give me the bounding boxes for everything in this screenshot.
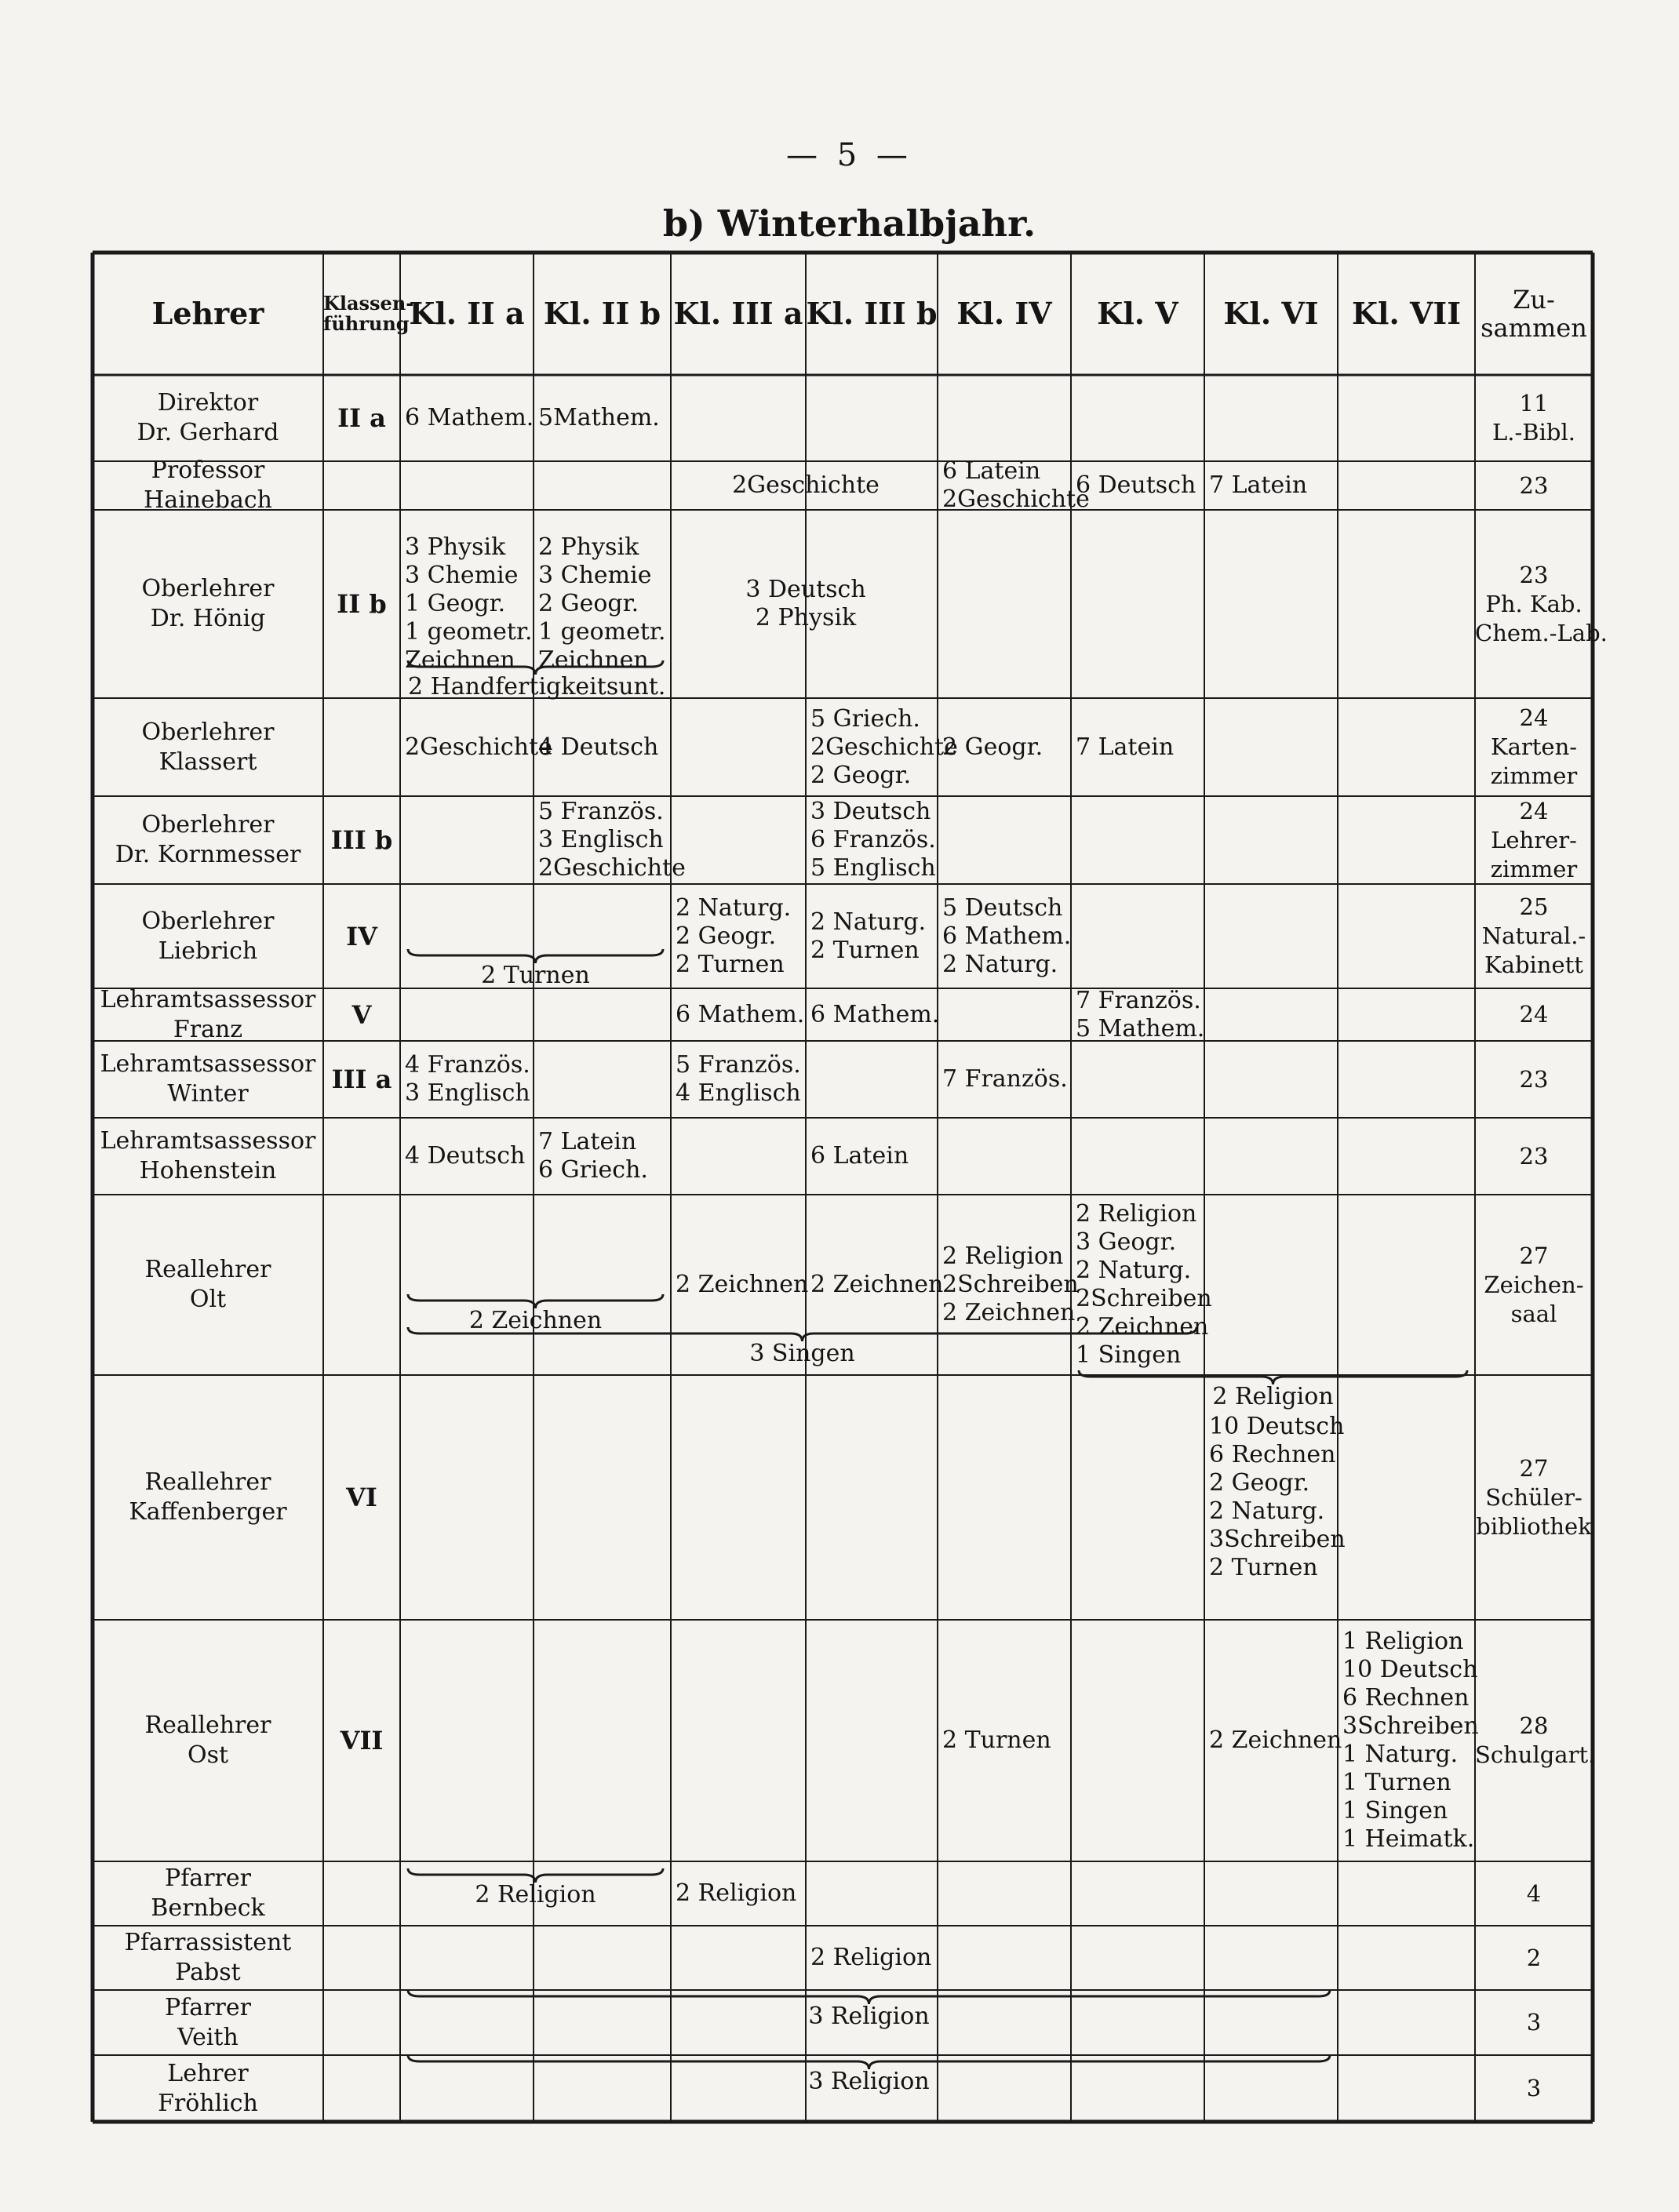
teacher-name: Oberlehrer Klassert [141, 718, 275, 776]
subject-entry: 6 Mathem. [676, 1000, 805, 1028]
teacher-name: Professor Hainebach [144, 457, 272, 514]
row-total: 23 [1519, 1065, 1549, 1093]
teacher-name: Direktor Dr. Gerhard [137, 389, 279, 446]
subject-entry: 2 Geogr. [942, 733, 1043, 761]
class-lead [323, 1118, 400, 1195]
subject-entry: 4 Französ. 3 Englisch [405, 1051, 530, 1107]
teacher-name: Pfarrassistent Pabst [124, 1929, 292, 1986]
class-lead: II b [337, 589, 387, 619]
teacher-name: Lehrer Fröhlich [158, 2059, 258, 2117]
header-column: Kl. VI [1223, 296, 1319, 331]
subject-entry: 10 Deutsch 6 Rechnen 2 Geogr. 2 Naturg. 3Schreiben 2 Turnen [1209, 1413, 1346, 1581]
brace-label-religion-froehlich: 3 Religion [808, 2068, 930, 2095]
subject-entry: 7 Latein [1209, 471, 1308, 499]
brace-label-handwork: 2 Handfertigkeitsunt. [408, 673, 666, 700]
subject-entry: 6 Latein 2Geschichte [942, 457, 1090, 513]
brace-label-religion: 2 Religion [1212, 1383, 1334, 1410]
class-lead: IV [346, 921, 377, 951]
header-column: Kl. V [1097, 296, 1178, 331]
row-total: 28 Schulgart. [1475, 1712, 1596, 1768]
teacher-name: Reallehrer Ost [144, 1712, 271, 1769]
teacher-name: Lehramtsassessor Hohenstein [100, 1127, 316, 1184]
subject-entry: 6 Latein [810, 1142, 909, 1170]
teacher-name: Oberlehrer Dr. Hönig [141, 575, 275, 632]
brace-label-zeichnen: 2 Zeichnen [468, 1307, 603, 1334]
row-total: 27 Zeichen- saal [1484, 1242, 1584, 1327]
subject-entry: 4 Deutsch [538, 733, 659, 761]
subject-entry: 3 Deutsch 6 Französ. 5 Englisch [810, 798, 936, 882]
subject-entry: 2Geschichte [405, 733, 552, 761]
subject-entry: 2Geschichte [732, 471, 880, 499]
subject-entry: 2 Religion 3 Geogr. 2 Naturg. 2Schreiben 2 Zeichnen 1 Singen [1076, 1200, 1212, 1369]
subject-entry: 5 Griech. 2Geschichte 2 Geogr. [810, 704, 958, 789]
teacher-name: Pfarrer Veith [165, 1993, 251, 2051]
class-lead: VI [346, 1483, 377, 1512]
row-total: 11 L.-Bibl. [1492, 390, 1575, 446]
class-lead: III b [330, 825, 393, 855]
row-total: 25 Natural.- Kabinett [1481, 893, 1586, 978]
row-total: 3 [1526, 2075, 1542, 2101]
row-total: 24 Lehrer- zimmer [1490, 797, 1578, 882]
class-lead [323, 1926, 400, 1990]
subject-entry: 6 Deutsch [1076, 471, 1196, 499]
subject-entry: 1 Religion 10 Deutsch 6 Rechnen 3Schreiben 1 Naturg. 1 Turnen 1 Singen 1 Heimatk. [1342, 1628, 1479, 1853]
row-total: 27 Schüler- bibliothek [1476, 1454, 1592, 1540]
header-column: Kl. II a [409, 296, 525, 331]
brace-label-religion-veith: 3 Religion [808, 2003, 930, 2030]
subject-entry: 5 Deutsch 6 Mathem. 2 Naturg. [942, 893, 1072, 978]
header-column: Kl. III a [673, 296, 803, 331]
header-column: Kl. III b [806, 296, 938, 331]
subject-entry: 7 Französ. [942, 1065, 1068, 1093]
page-number: — 5 — [786, 137, 912, 173]
class-lead [323, 698, 400, 796]
row-total: 2 [1526, 1944, 1542, 1971]
brace-label-singen: 3 Singen [749, 1340, 855, 1367]
class-lead [323, 1990, 400, 2055]
subject-entry: 7 Latein 6 Griech. [538, 1128, 648, 1184]
subject-entry: 5Mathem. [538, 404, 660, 431]
subject-entry: 3 Deutsch 2 Physik [745, 576, 866, 631]
section-title: b) Winterhalbjahr. [662, 202, 1036, 245]
subject-entry: 2 Turnen [942, 1726, 1051, 1754]
row-total: 24 [1519, 1001, 1549, 1028]
class-lead: VII [340, 1726, 384, 1755]
subject-entry: 6 Mathem. [405, 404, 534, 431]
header-total: Zu- sammen [1481, 285, 1587, 343]
header-teacher: Lehrer [151, 296, 264, 331]
teacher-name: Reallehrer Olt [144, 1256, 271, 1313]
class-lead [323, 2055, 400, 2122]
row-total: 23 [1519, 1142, 1549, 1170]
class-lead [323, 1861, 400, 1926]
teacher-name: Pfarrer Bernbeck [151, 1865, 265, 1922]
subject-entry: 4 Deutsch [405, 1142, 526, 1170]
header-class-lead: Klassen- führung [323, 292, 414, 335]
header-column: Kl. VII [1352, 296, 1461, 331]
subject-entry: 2 Religion 2Schreiben 2 Zeichnen [942, 1242, 1079, 1326]
brace-label-religion-bernbeck: 2 Religion [475, 1881, 596, 1908]
row-total: 4 [1526, 1879, 1542, 1907]
subject-entry: 5 Französ. 4 Englisch [676, 1051, 801, 1107]
teacher-name: Lehramtsassessor Franz [100, 985, 316, 1043]
subject-entry: 2 Religion [810, 1944, 932, 1971]
subject-entry: 2 Physik 3 Chemie 2 Geogr. 1 geometr. Zeichnen [538, 533, 666, 674]
class-lead: V [351, 999, 372, 1030]
subject-entry: 5 Französ. 3 Englisch 2Geschichte [538, 798, 686, 882]
subject-entry: 2 Zeichnen [676, 1271, 809, 1298]
class-lead: III a [331, 1064, 392, 1094]
subject-entry: 6 Mathem. [810, 1000, 940, 1028]
subject-entry: 7 Latein [1076, 733, 1175, 761]
class-lead: II a [337, 403, 386, 433]
subject-entry: 3 Physik 3 Chemie 1 Geogr. 1 geometr. Zeichnen [405, 533, 533, 674]
class-lead [323, 1195, 400, 1375]
subject-entry: 2 Naturg. 2 Turnen [810, 908, 927, 964]
teacher-name: Reallehrer Kaffenberger [129, 1468, 287, 1526]
subject-entry: 2 Religion [676, 1879, 797, 1907]
row-total: 3 [1526, 2009, 1542, 2036]
subject-entry: 7 Französ. 5 Mathem. [1076, 986, 1205, 1042]
subject-entry: 2 Naturg. 2 Geogr. 2 Turnen [676, 893, 792, 978]
class-lead [323, 461, 400, 510]
header-column: Kl. II b [543, 296, 661, 331]
teacher-name: Lehramtsassessor Winter [100, 1050, 316, 1108]
subject-entry: 2 Zeichnen [810, 1271, 944, 1298]
teacher-name: Oberlehrer Liebrich [141, 907, 275, 965]
row-total: 23 Ph. Kab. Chem.-Lab. [1475, 561, 1608, 646]
subject-entry: 2 Zeichnen [1209, 1726, 1342, 1754]
row-total: 24 Karten- zimmer [1490, 704, 1578, 789]
row-total: 23 [1519, 471, 1549, 499]
teacher-name: Oberlehrer Dr. Kornmesser [115, 811, 301, 868]
brace-label-turnen: 2 Turnen [481, 962, 590, 989]
header-column: Kl. IV [956, 296, 1052, 331]
